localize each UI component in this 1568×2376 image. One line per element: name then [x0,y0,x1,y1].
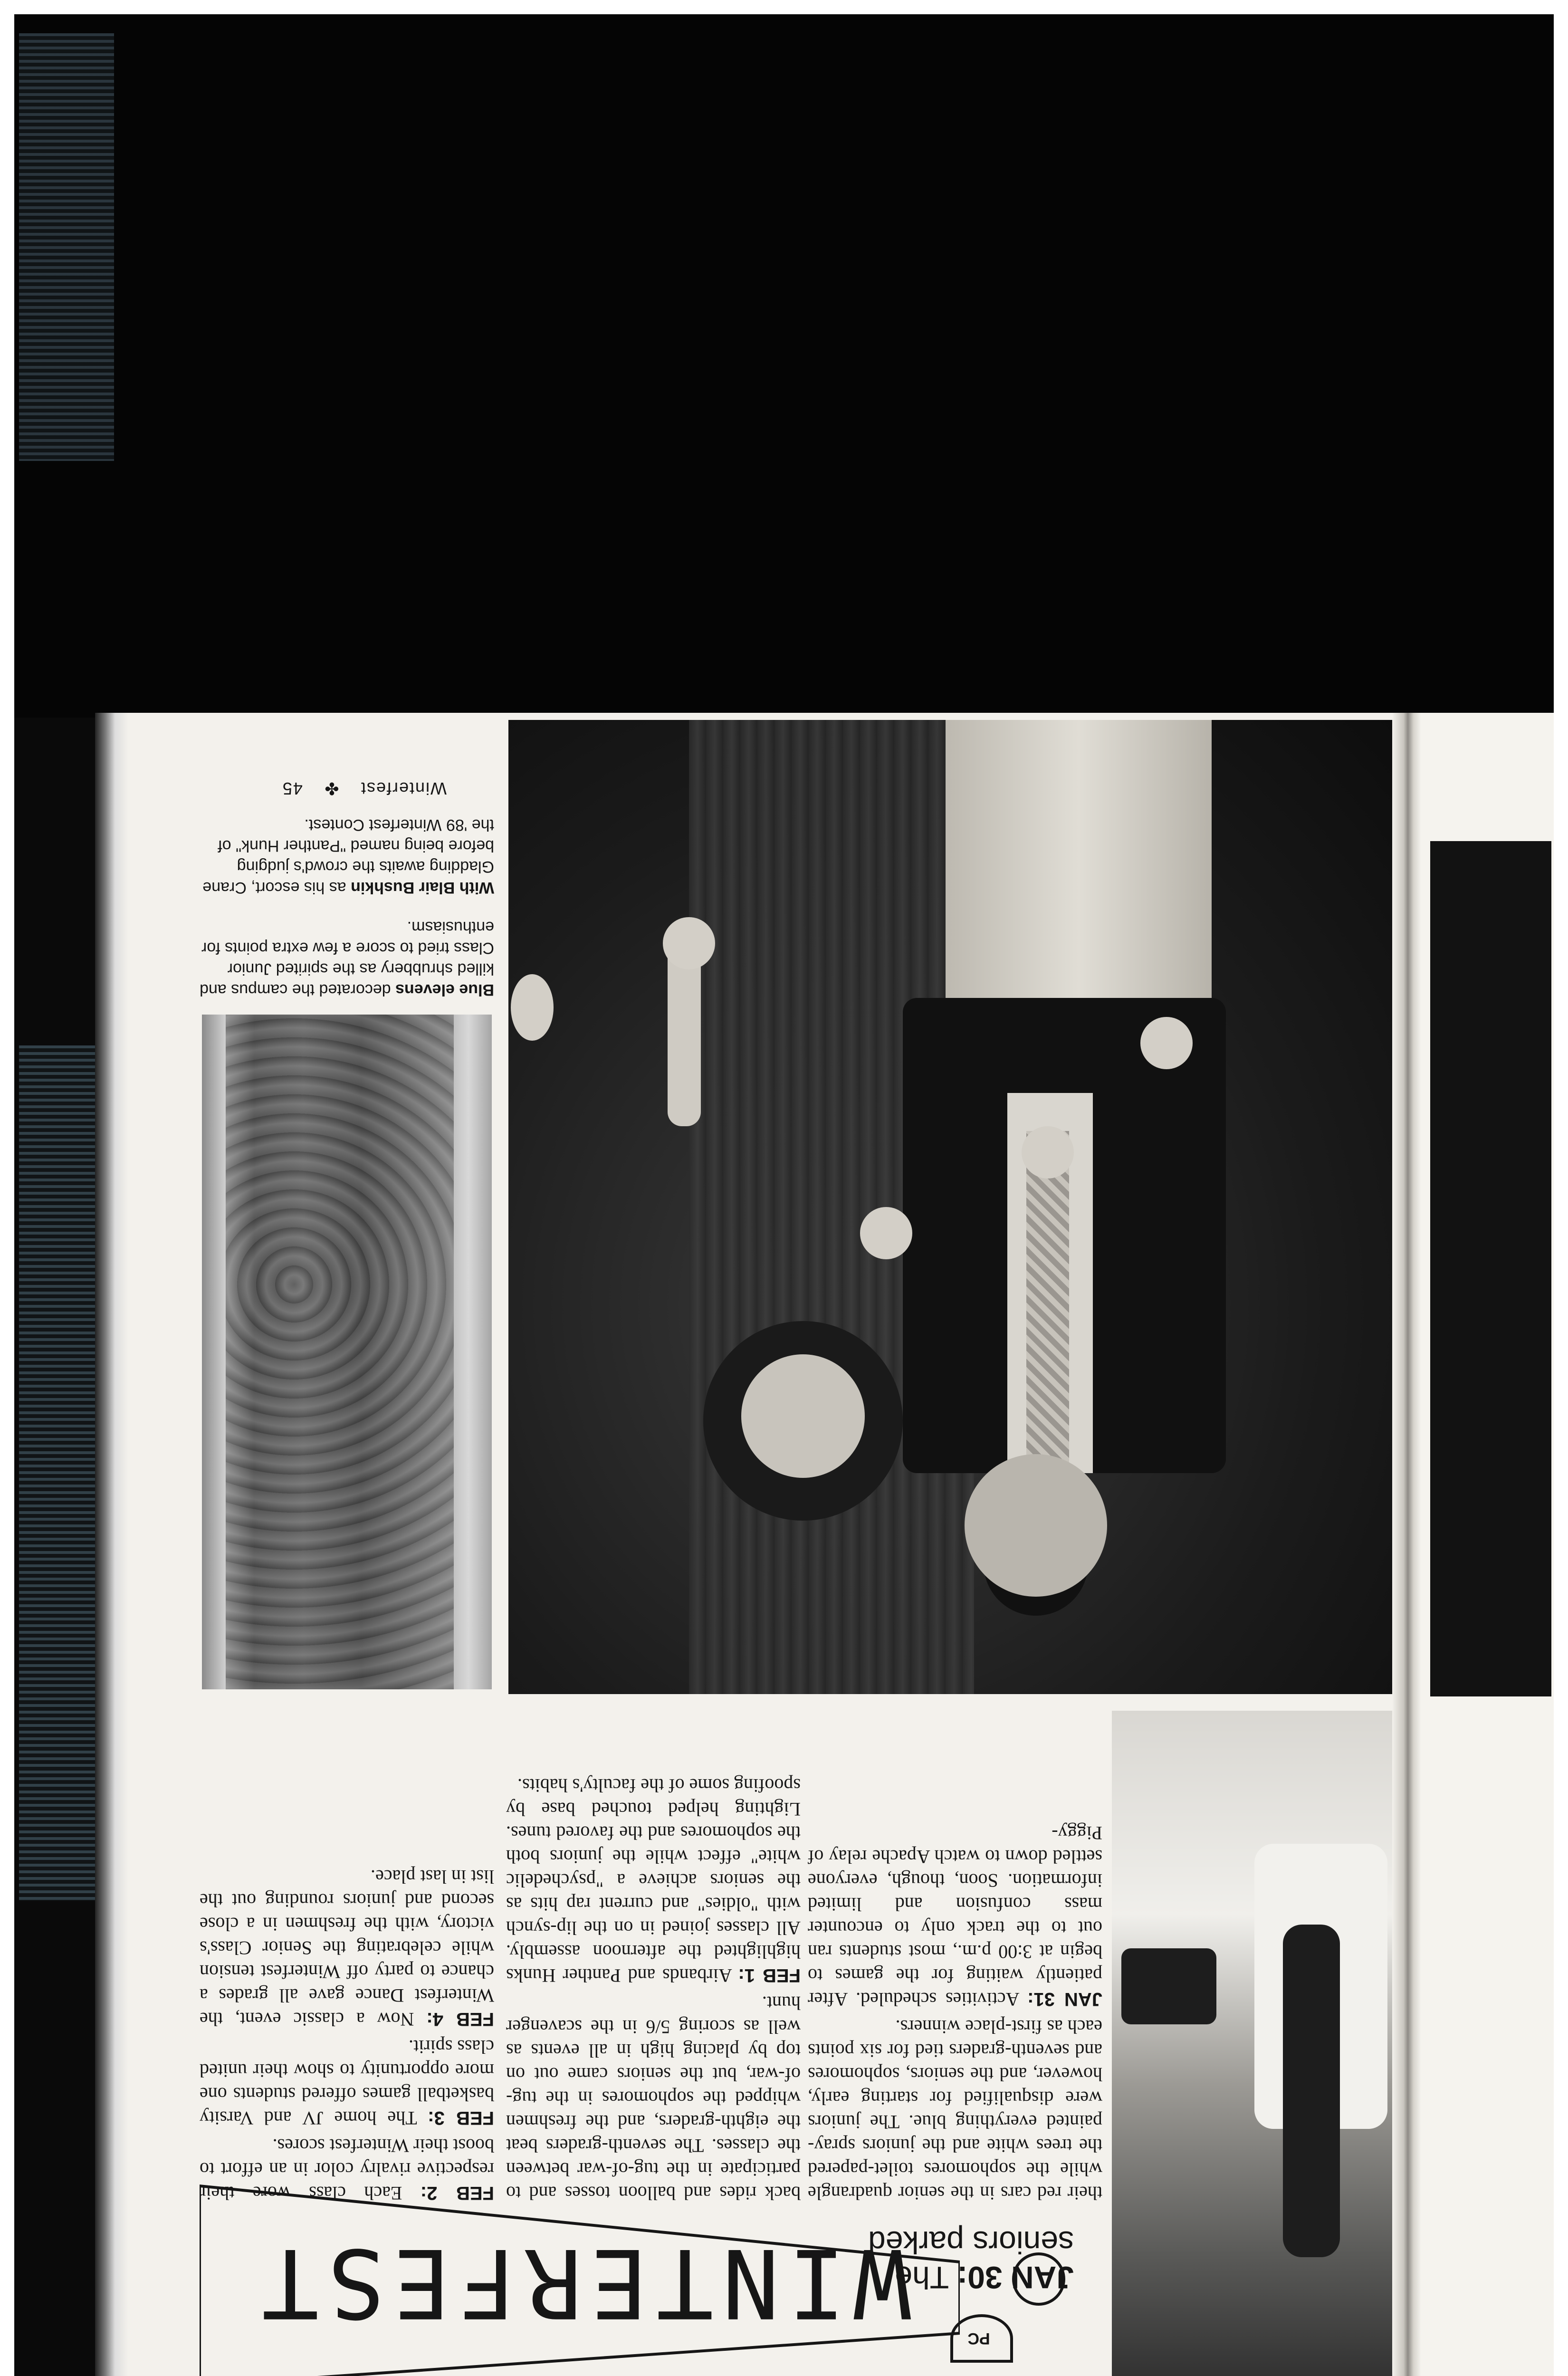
date-feb-1: FEB 1: [738,1965,801,1986]
column-3-body-c: Now a classic event, the Winterfest Dance gave all grades a chance to party off Winterfest tension while celebrating the Senior Class's victory, with the freshmen in a close second and juniors rounding out the list in last place. [200,1866,494,2030]
photo-man-head [965,1454,1107,1597]
folio-leaf-icon: ✤ [324,779,339,798]
headline-date: JAN 30: [957,2260,1074,2295]
photo-hand [511,974,554,1041]
caption-blue-elevens-lead: Blue elevens [395,981,494,999]
photo-man-pants [946,720,1212,1015]
column-1-body-b: Activities scheduled. After patiently waiting for the games to begin at 3:00 p.m., most students ran out to the track only to encounter mass confusion and limited information. Soon, though, everyone settled down to watch Apache relay of Piggy- [808,1822,1102,2010]
right-page-photo [1430,841,1551,1696]
book-spine-edge [95,713,128,2376]
megaphone-icon [941,2243,1093,2376]
column-2-body: back rides and balloon tosses and to participate in the tug-of-war between the classes. The seventh-graders beat the eighth-graders, and the freshmen whipped the sophomores in the tug-of-war, but the seniors came out on top by placing high in all events as well as scoring 5/6 in the scavenger hunt. [506,1993,801,2204]
text-column-3 [200,1711,494,2205]
date-feb-4: FEB 4: [426,2009,494,2030]
date-feb-3: FEB 3: [428,2108,494,2128]
megaphone-label: PC [967,2329,990,2347]
caption-blue-elevens-text: decorated the campus and killed shrubbery as the spirited Junior Class tried to score a few extra points for enthusiasm. [200,918,494,999]
caption-blue-elevens [200,915,494,1000]
date-jan-31: JAN 31: [1027,1989,1102,2010]
folio [200,770,447,798]
book-gutter [1392,713,1421,2376]
date-feb-2: FEB 2: [420,2183,494,2204]
photo-hand [860,1207,912,1259]
caption-blair-lead: With Blair Bushkin [351,879,494,897]
photo-tie [1026,1131,1069,1464]
scanner-background [14,14,1554,718]
folio-number: 45 [281,779,303,798]
scanner-strip [19,33,114,461]
photo-figure [1121,1948,1216,2024]
headline-text: The seniors parked [868,2225,1074,2295]
photo-tree-bark [226,1015,454,1689]
column-2-body-b: Airbands and Panther Hunks highlighted the afternoon assembly. All classes joined in on the lip-synch with "oldies" and current rap hits as the seniors achieve a "psychedelic white" effect while the juniors both the sophomores and the favored tunes. Lighting helped touched base by spoofing some of the faculty's habits. [506,1775,801,1986]
text-column-1 [808,1711,1102,2205]
photo-hand [663,917,715,969]
photo-hand [1022,1126,1074,1178]
caption-blair-text: as his escort, Crane Gladding awaits the crowd's judging before being named "Panther Hunk" of the '89 Winterfest Contest. [202,816,494,897]
caption-blair [200,816,494,898]
page-title-winterfest: WINTERFEST [253,2227,911,2338]
column-3-body-b: The home JV and Varsity basketball games offered students one more opportunity to show their united class spirit. [200,2036,494,2129]
column-3-body: Each class wore their respective rivalry color in an effort to boost their Winterfest scores. [200,2135,494,2204]
folio-section: Winterfest [360,779,447,798]
photo-figure [1283,1925,1340,2257]
photo-hand [1140,1017,1193,1069]
column-1-body: their red cars in the senior quadrangle while the sophomores toilet-papered the trees white and the juniors spray-painted everything blue. The juniors were disqualified for starting early, however, and the seniors, sophomores and seventh-graders tied for six points each as first-place winners. [808,2016,1102,2204]
text-column-2 [506,1711,801,2205]
photo-woman-face [741,1354,865,1478]
